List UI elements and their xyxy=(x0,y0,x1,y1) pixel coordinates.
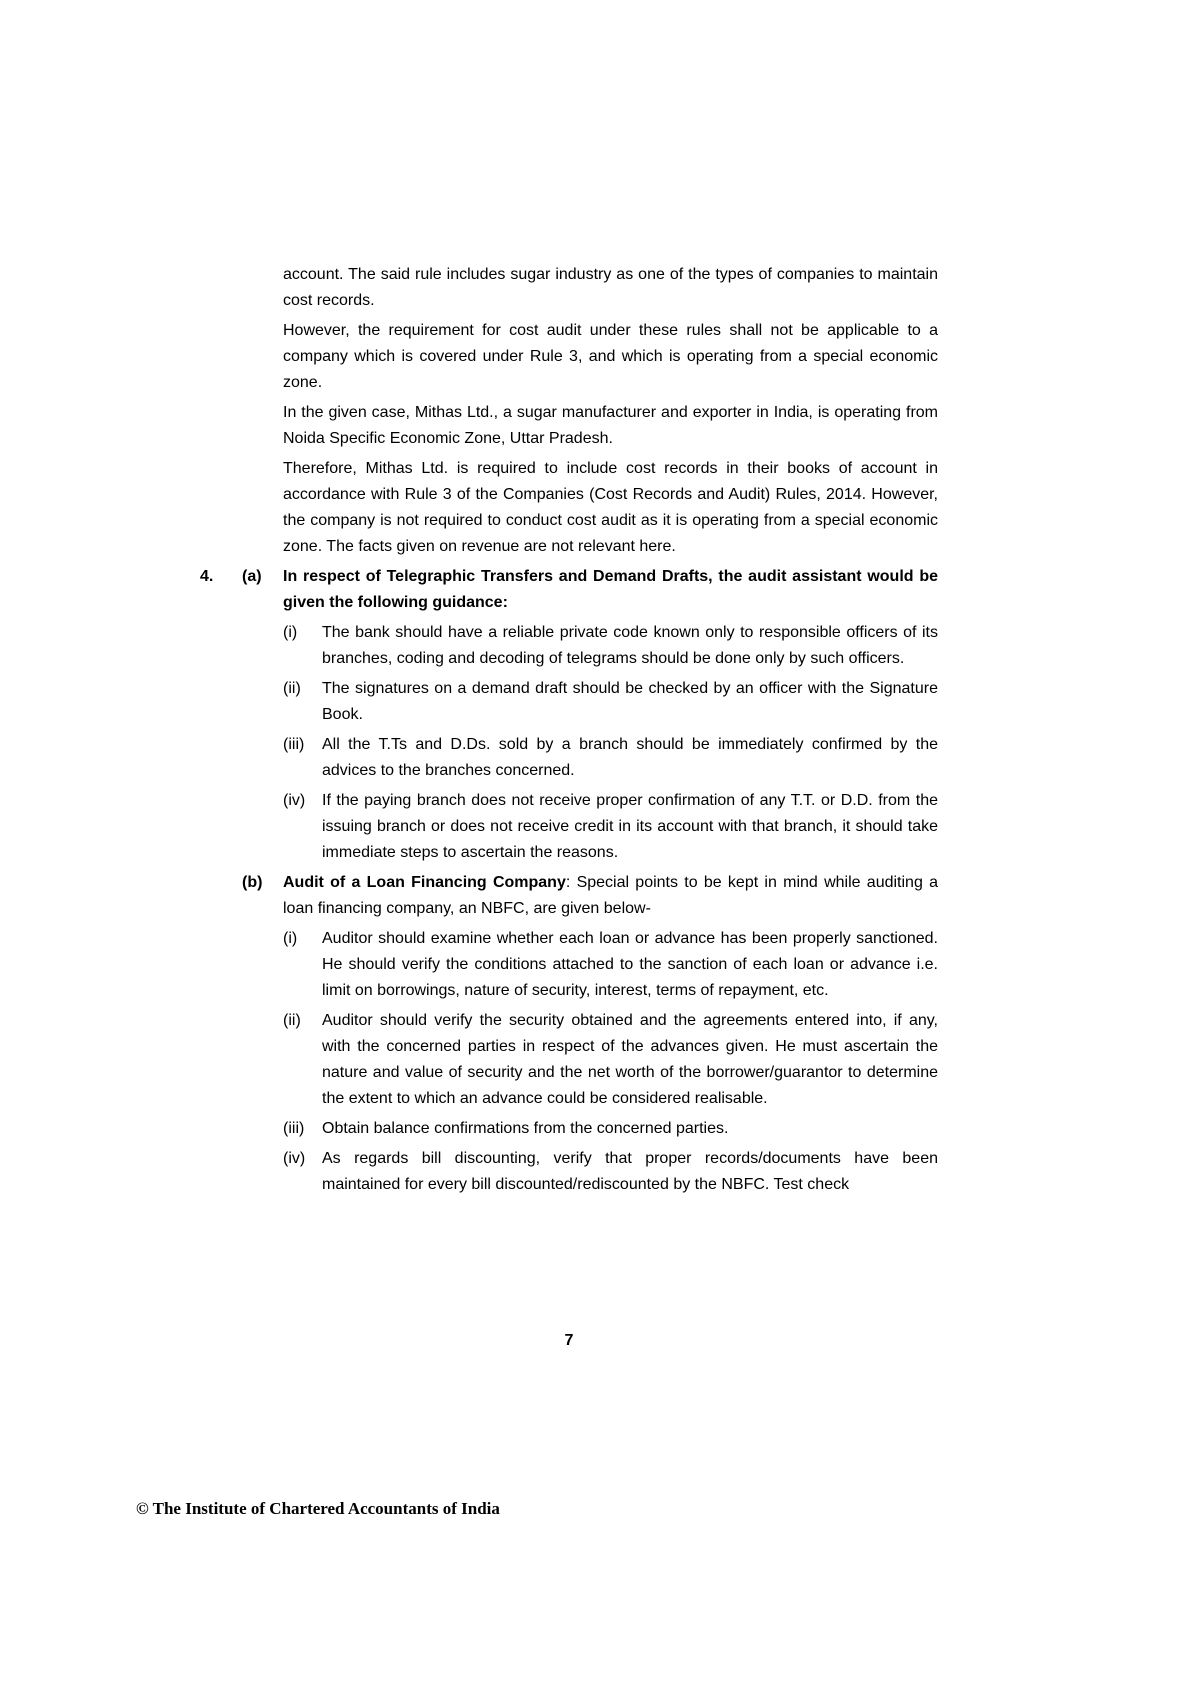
item-a-marker: (a) xyxy=(242,568,262,585)
item-b-marker: (b) xyxy=(242,874,263,891)
paragraph: In the given case, Mithas Ltd., a sugar manufacturer and exporter in India, is operating from Noida Specific Economic Zone, Uttar Pradesh. xyxy=(283,404,938,447)
item-b-heading-bold: Audit of a Loan Financing Company xyxy=(283,874,566,891)
list-item xyxy=(283,1116,938,1142)
footer-copyright: © The Institute of Chartered Accountants of India xyxy=(136,1499,500,1518)
list-item-text: Obtain balance confirmations from the concerned parties. xyxy=(322,1120,729,1137)
list-item xyxy=(283,620,938,672)
list-item-marker: (iii) xyxy=(283,1120,305,1137)
list-item-marker: (iv) xyxy=(283,1150,306,1167)
list-item-marker: (ii) xyxy=(283,680,301,697)
list-item-text: As regards bill discounting, verify that proper records/documents have been maintained for every bill discounted/rediscounted by the NBFC. Test check xyxy=(322,1150,938,1193)
item-b-heading xyxy=(283,870,938,922)
list-item xyxy=(283,1008,938,1112)
question-4a xyxy=(200,564,938,616)
list-item-marker: (i) xyxy=(283,624,298,641)
list-item-marker: (iv) xyxy=(283,792,306,809)
item-b-heading-rest: : Special points to be kept in mind while auditing a loan financing company, an NBFC, are given below- xyxy=(283,874,938,917)
list-item-text: The bank should have a reliable private code known only to responsible officers of its branches, coding and decoding of telegrams should be done only by such officers. xyxy=(322,624,938,667)
item-a-heading: In respect of Telegraphic Transfers and Demand Drafts, the audit assistant would be given the following guidance: xyxy=(283,568,938,611)
list-item-marker: (ii) xyxy=(283,1012,301,1029)
list-item-marker: (i) xyxy=(283,930,298,947)
list-item xyxy=(283,676,938,728)
list-item-text: If the paying branch does not receive proper confirmation of any T.T. or D.D. from the issuing branch or does not receive credit in its account with that branch, it should take immediate steps to ascertain the reasons. xyxy=(322,792,938,861)
list-item-marker: (iii) xyxy=(283,736,305,753)
paragraph: account. The said rule includes sugar industry as one of the types of companies to maintain cost records. xyxy=(283,266,938,309)
page-number: 7 xyxy=(564,1332,574,1349)
list-item xyxy=(283,926,938,1004)
list-item xyxy=(283,1146,938,1198)
document-body xyxy=(200,262,938,1202)
paragraph: Therefore, Mithas Ltd. is required to include cost records in their books of account in accordance with Rule 3 of the Companies (Cost Records and Audit) Rules, 2014. However, the company is not required to conduct cost audit as it is operating from a special economic zone. The facts given on revenue are not relevant here. xyxy=(283,460,938,555)
list-item xyxy=(283,788,938,866)
list-item-text: Auditor should examine whether each loan or advance has been properly sanctioned. He should verify the conditions attached to the sanction of each loan or advance i.e. limit on borrowings, nature of security, interest, terms of repayment, etc. xyxy=(322,930,938,999)
list-item-text: The signatures on a demand draft should be checked by an officer with the Signature Book. xyxy=(322,680,938,723)
question-4b xyxy=(200,870,938,922)
list-item-text: Auditor should verify the security obtained and the agreements entered into, if any, with the concerned parties in respect of the advances given. He must ascertain the nature and value of security and the net worth of the borrower/guarantor to determine the extent to which an advance could be considered realisable. xyxy=(322,1012,938,1107)
list-item-text: All the T.Ts and D.Ds. sold by a branch should be immediately confirmed by the advices to the branches concerned. xyxy=(322,736,938,779)
question-number: 4. xyxy=(200,568,214,585)
list-item xyxy=(283,732,938,784)
paragraph: However, the requirement for cost audit under these rules shall not be applicable to a company which is covered under Rule 3, and which is operating from a special economic zone. xyxy=(283,322,938,391)
